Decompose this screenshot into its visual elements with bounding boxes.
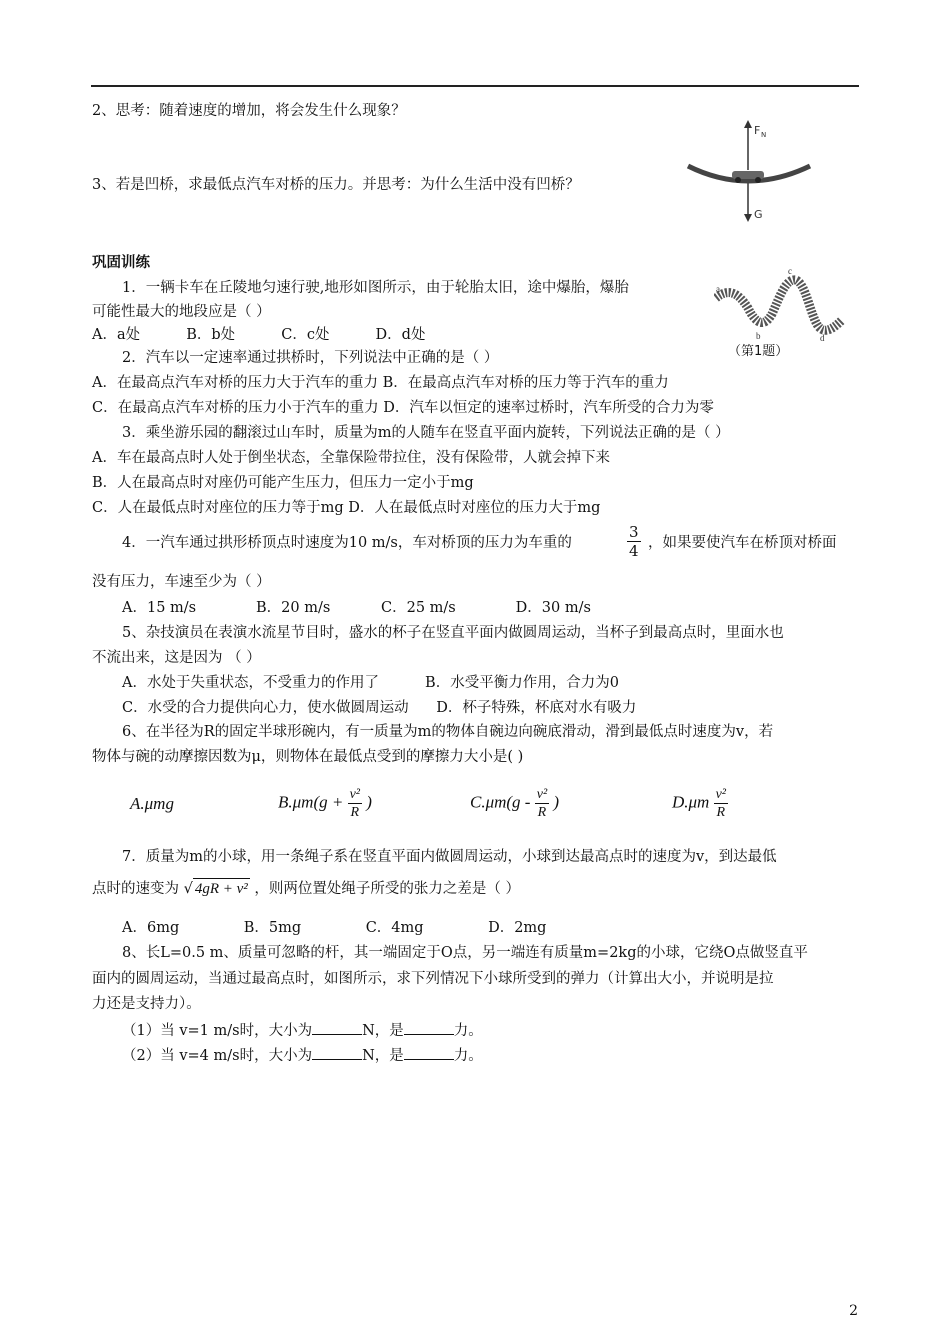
- figure-caption: （第1题）: [728, 344, 789, 359]
- q5-line2: 不流出来，这是因为 （ ）: [92, 650, 261, 666]
- q2: 2．汽车以一定速率通过拱桥时，下列说法中正确的是（ ）: [122, 350, 499, 366]
- q6-option-b: [278, 786, 372, 821]
- q6-b-num: v²: [349, 787, 360, 802]
- q5-ab: A．水处于失重状态，不受重力的作用了 B．水受平衡力作用，合力为0: [122, 675, 619, 691]
- q8-line1: 8、长L=0.5 m、质量可忽略的杆，其一端固定于O点，另一端连有质量m=2kg的小球，它绕O点做竖直平: [122, 945, 808, 961]
- q6-option-a: A.μmg: [130, 794, 174, 813]
- q6-d-pre: D.μm: [672, 792, 710, 812]
- q6-d-num: v²: [715, 787, 727, 802]
- section-title: 巩固训练: [92, 255, 150, 271]
- concave-bridge-figure: [684, 118, 814, 226]
- q8-2-mid: N，是: [362, 1048, 404, 1064]
- q1-line1: 1．一辆卡车在丘陵地匀速行驶,地形如图所示，由于轮胎太旧，途中爆胎，爆胎: [122, 280, 629, 296]
- q6-b-den: R: [350, 805, 360, 820]
- q7-line2-pre: 点时的速变为: [92, 881, 179, 897]
- q8-2-pre: （2）当 v=4 m/s时，大小为: [122, 1048, 313, 1064]
- q4-options: A．15 m/s B．20 m/s C．25 m/s D．30 m/s: [122, 600, 591, 616]
- q5-cd: C．水受的合力提供向心力，使水做圆周运动 D．杯子特殊，杯底对水有吸力: [122, 700, 637, 716]
- q3-cd: C．人在最低点时对座位的压力等于mg D．人在最低点时对座位的压力大于mg: [92, 500, 601, 516]
- q8-2-post: 力。: [453, 1048, 483, 1064]
- q6-c-post: ): [553, 792, 560, 812]
- think-3: 3、若是凹桥，求最低点汽车对桥的压力。并思考：为什么生活中没有凹桥？: [92, 177, 580, 193]
- q2-cd: C．在最高点汽车对桥的压力小于汽车的重力 D．汽车以恒定的速率过桥时，汽车所受的合力为零: [92, 400, 714, 416]
- q6-line2: 物体与碗的动摩擦因数为μ，则物体在最低点受到的摩擦力大小是( ): [92, 749, 524, 765]
- q6-line1: 6、在半径为R的固定半球形碗内，有一质量为m的物体自碗边向碗底滑动，滑到最低点时速度为v，若: [122, 724, 774, 740]
- q6-option-d: [672, 786, 728, 821]
- label-c: c: [788, 266, 792, 276]
- q1-line2: 可能性最大的地段应是（ ）: [92, 304, 271, 320]
- page-number: 2: [849, 1303, 858, 1319]
- think-2: 2、思考：随着速度的增加，将会发生什么现象？: [92, 103, 406, 119]
- q7-sqrt-body: 4gR + v²: [193, 878, 250, 899]
- fn-label: F: [754, 124, 761, 137]
- q3-a: A．车在最高点时人处于倒坐状态，全靠保险带拉住，没有保险带，人就会掉下来: [92, 450, 610, 466]
- q4-line2: 没有压力，车速至少为（ ）: [92, 574, 271, 590]
- q3: 3．乘坐游乐园的翻滚过山车时，质量为m的人随车在竖直平面内旋转，下列说法正确的是（ ）: [122, 425, 730, 441]
- q6-option-c: [470, 786, 559, 821]
- q6-b-frac: [348, 786, 362, 821]
- g-label: G: [754, 208, 763, 221]
- q8-line3: 力还是支持力）。: [92, 996, 201, 1012]
- q4-fraction: [627, 523, 641, 560]
- q7-line2-post: ，则两位置处绳子所受的张力之差是（ ）: [254, 881, 521, 897]
- q7-options: A．6mg B．5mg C．4mg D．2mg: [122, 920, 547, 936]
- q8-1-pre: （1）当 v=1 m/s时，大小为: [122, 1023, 313, 1039]
- q8-1-blank-type[interactable]: [404, 1020, 454, 1035]
- q6-d-frac: [714, 786, 728, 821]
- q6-c-den: R: [537, 805, 547, 820]
- q1-options: A．a处 B．b处 C．c处 D．d处: [92, 327, 426, 343]
- q4-line1: 4．一汽车通过拱形桥顶点时速度为10 m/s，车对桥顶的压力为车重的: [122, 535, 572, 551]
- q6-b-pre: B.μm(g +: [278, 792, 344, 812]
- q7-sqrt: √ 4gR + v²: [184, 881, 250, 897]
- q8-1-blank-magnitude[interactable]: [312, 1020, 362, 1035]
- q2-ab: A．在最高点汽车对桥的压力大于汽车的重力 B．在最高点汽车对桥的压力等于汽车的重力: [92, 375, 669, 391]
- q6-b-post: ): [366, 792, 372, 812]
- label-d: d: [820, 333, 825, 342]
- terrain-figure: [714, 266, 846, 342]
- fn-subscript: N: [761, 131, 767, 139]
- q7-line1: 7．质量为m的小球，用一条绳子系在竖直平面内做圆周运动，小球到达最高点时的速度为v，到达最低: [122, 849, 777, 865]
- q6-c-pre: C.μm(g -: [470, 792, 531, 812]
- q8-2-blank-type[interactable]: [404, 1045, 454, 1060]
- q8-line2: 面内的圆周运动，当通过最高点时，如图所示，求下列情况下小球所受到的弹力（计算出大小，并说明是拉: [92, 971, 774, 987]
- q3-b: B．人在最高点时对座仍可能产生压力，但压力一定小于mg: [92, 475, 474, 491]
- q8-1-mid: N，是: [362, 1023, 404, 1039]
- label-a: a: [716, 284, 720, 294]
- q8-1-post: 力。: [453, 1023, 483, 1039]
- q6-d-den: R: [716, 805, 726, 820]
- label-b: b: [756, 331, 761, 341]
- q4-fraction-num: 3: [629, 523, 639, 541]
- q8-2-blank-magnitude[interactable]: [312, 1045, 362, 1060]
- q4-fraction-den: 4: [629, 542, 639, 560]
- header-rule: [91, 85, 859, 87]
- q6-c-frac: [535, 786, 549, 821]
- q6-c-num: v²: [536, 787, 548, 802]
- q8-part2: [122, 1045, 483, 1066]
- q8-part1: [122, 1020, 483, 1041]
- q7-line2: [92, 878, 520, 899]
- q4-line1-tail: ，如果要使汽车在桥顶对桥面: [648, 535, 837, 551]
- q5-line1: 5、杂技演员在表演水流星节目时，盛水的杯子在竖直平面内做圆周运动，当杯子到最高点时，里面水也: [122, 625, 784, 641]
